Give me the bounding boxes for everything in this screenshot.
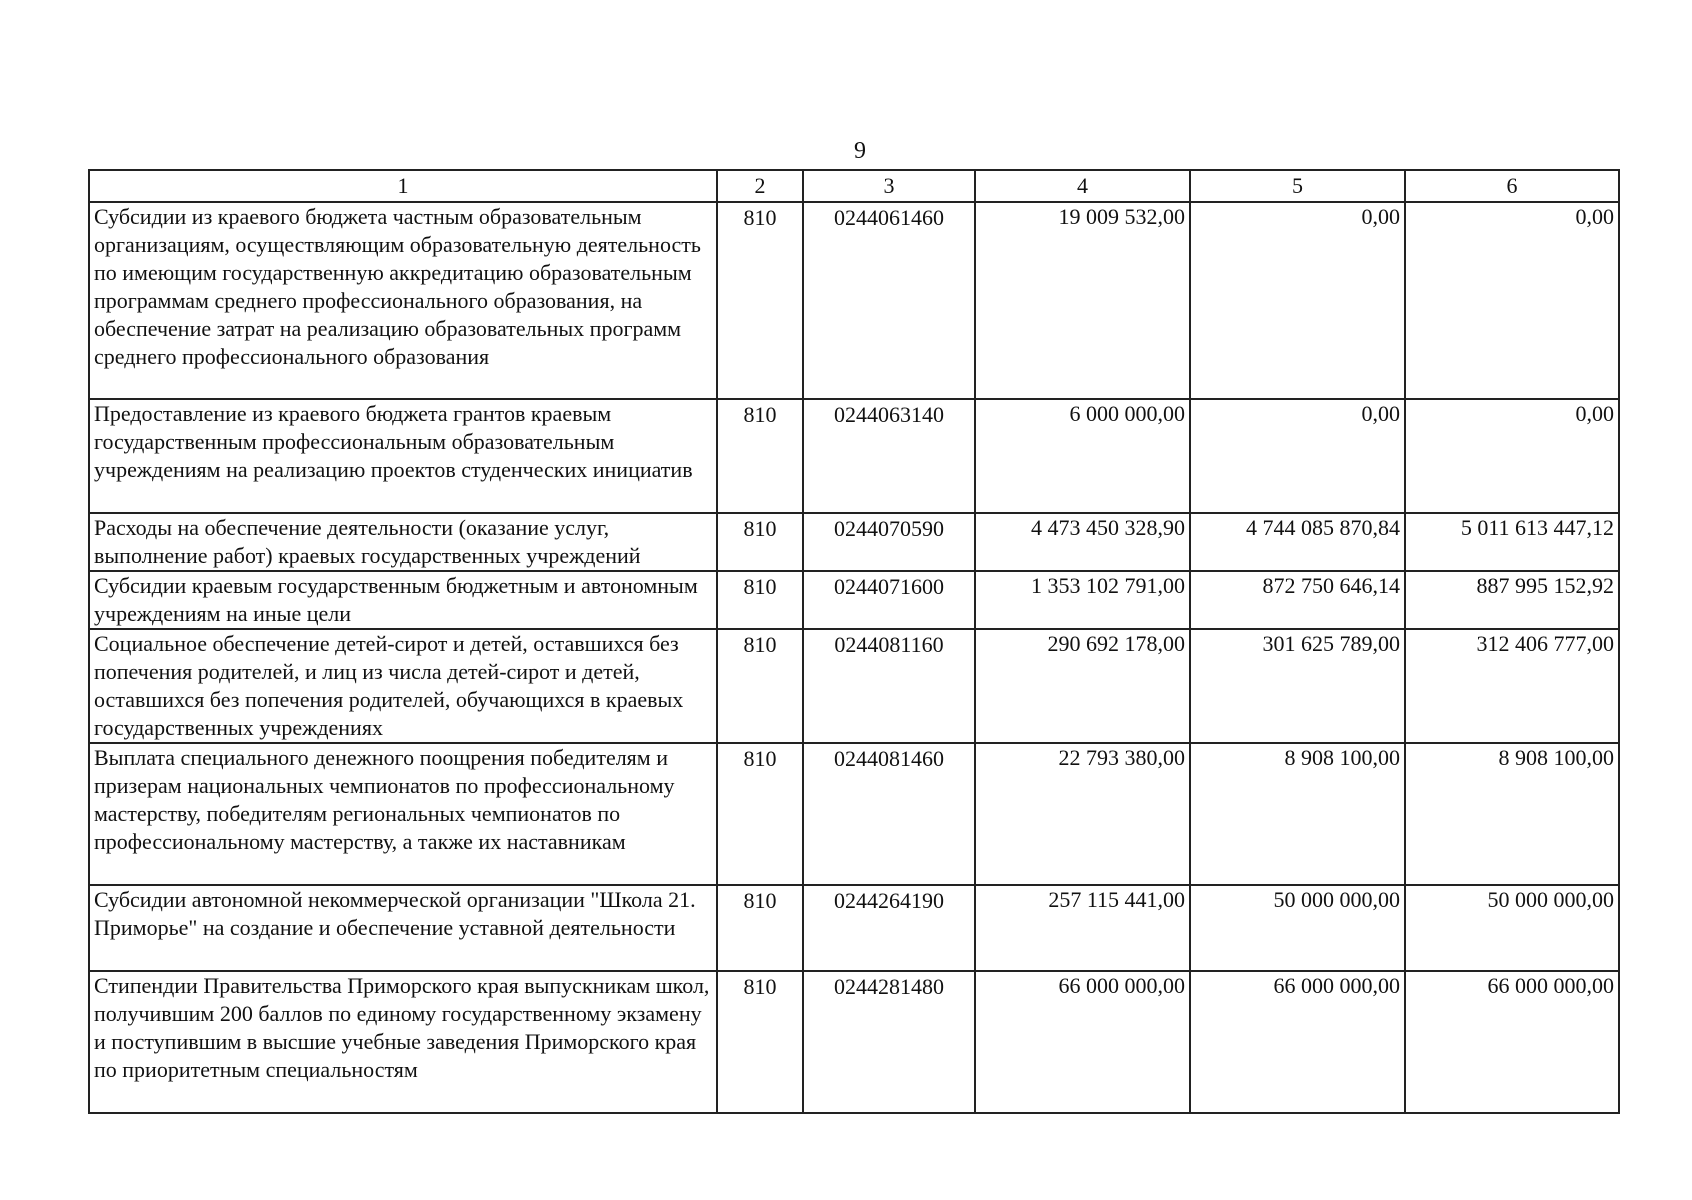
col2-code: 810 xyxy=(717,202,803,399)
expense-name: Социальное обеспечение детей-сирот и детей, оставшихся без попечения родителей, и лиц из числа детей-сирот и детей, оставшихся без попечения родителей, обучающихся в краевых государственных учреждениях xyxy=(89,629,717,743)
expense-name: Предоставление из краевого бюджета грантов краевым государственным профессиональным образовательным учреждениям на реализацию проектов студенческих инициатив xyxy=(89,399,717,513)
expense-name: Субсидии из краевого бюджета частным образовательным организациям, осуществляющим образовательную деятельность по имеющим государственную аккредитацию образовательным программам среднего профессионального образования, на обеспечение затрат на реализацию образовательных программ среднего профессионального образования xyxy=(89,202,717,399)
expense-name: Расходы на обеспечение деятельности (оказание услуг, выполнение работ) краевых государственных учреждений xyxy=(89,513,717,571)
table-row xyxy=(89,629,1619,743)
table-row xyxy=(89,513,1619,571)
expense-name: Субсидии автономной некоммерческой организации "Школа 21. Приморье" на создание и обеспечение уставной деятельности xyxy=(89,885,717,971)
col5-amount: 872 750 646,14 xyxy=(1190,571,1405,629)
col3-code: 0244281480 xyxy=(803,971,975,1113)
column-header-5: 5 xyxy=(1190,170,1405,202)
column-header-3: 3 xyxy=(803,170,975,202)
col2-code: 810 xyxy=(717,629,803,743)
col5-amount: 8 908 100,00 xyxy=(1190,743,1405,885)
col6-amount: 0,00 xyxy=(1405,202,1619,399)
col4-amount: 66 000 000,00 xyxy=(975,971,1190,1113)
column-header-1: 1 xyxy=(89,170,717,202)
table-row xyxy=(89,202,1619,399)
col6-amount: 312 406 777,00 xyxy=(1405,629,1619,743)
col4-amount: 1 353 102 791,00 xyxy=(975,571,1190,629)
expense-name: Субсидии краевым государственным бюджетным и автономным учреждениям на иные цели xyxy=(89,571,717,629)
column-header-4: 4 xyxy=(975,170,1190,202)
col2-code: 810 xyxy=(717,743,803,885)
col6-amount: 887 995 152,92 xyxy=(1405,571,1619,629)
budget-table xyxy=(88,169,1620,1114)
column-header-6: 6 xyxy=(1405,170,1619,202)
col3-code: 0244081460 xyxy=(803,743,975,885)
col4-amount: 257 115 441,00 xyxy=(975,885,1190,971)
expense-name: Стипендии Правительства Приморского края выпускникам школ, получившим 200 баллов по единому государственному экзамену и поступившим в высшие учебные заведения Приморского края по приоритетным специальностям xyxy=(89,971,717,1113)
col6-amount: 66 000 000,00 xyxy=(1405,971,1619,1113)
col4-amount: 290 692 178,00 xyxy=(975,629,1190,743)
col4-amount: 4 473 450 328,90 xyxy=(975,513,1190,571)
col3-code: 0244070590 xyxy=(803,513,975,571)
col2-code: 810 xyxy=(717,513,803,571)
col4-amount: 22 793 380,00 xyxy=(975,743,1190,885)
col5-amount: 0,00 xyxy=(1190,399,1405,513)
col4-amount: 19 009 532,00 xyxy=(975,202,1190,399)
col4-amount: 6 000 000,00 xyxy=(975,399,1190,513)
table-row xyxy=(89,885,1619,971)
col3-code: 0244264190 xyxy=(803,885,975,971)
col6-amount: 5 011 613 447,12 xyxy=(1405,513,1619,571)
col5-amount: 66 000 000,00 xyxy=(1190,971,1405,1113)
col3-code: 0244063140 xyxy=(803,399,975,513)
expense-name: Выплата специального денежного поощрения победителям и призерам национальных чемпионатов по профессиональному мастерству, победителям региональных чемпионатов по профессиональному мастерству, а также их наставникам xyxy=(89,743,717,885)
col2-code: 810 xyxy=(717,571,803,629)
col5-amount: 301 625 789,00 xyxy=(1190,629,1405,743)
col3-code: 0244071600 xyxy=(803,571,975,629)
col2-code: 810 xyxy=(717,399,803,513)
col6-amount: 0,00 xyxy=(1405,399,1619,513)
col3-code: 0244061460 xyxy=(803,202,975,399)
header-row xyxy=(89,170,1619,202)
col5-amount: 0,00 xyxy=(1190,202,1405,399)
table-row xyxy=(89,743,1619,885)
page-number: 9 xyxy=(854,138,866,164)
col6-amount: 50 000 000,00 xyxy=(1405,885,1619,971)
col2-code: 810 xyxy=(717,885,803,971)
col2-code: 810 xyxy=(717,971,803,1113)
col5-amount: 4 744 085 870,84 xyxy=(1190,513,1405,571)
col3-code: 0244081160 xyxy=(803,629,975,743)
col5-amount: 50 000 000,00 xyxy=(1190,885,1405,971)
table-row xyxy=(89,571,1619,629)
table-row xyxy=(89,971,1619,1113)
table-row xyxy=(89,399,1619,513)
column-header-2: 2 xyxy=(717,170,803,202)
col6-amount: 8 908 100,00 xyxy=(1405,743,1619,885)
